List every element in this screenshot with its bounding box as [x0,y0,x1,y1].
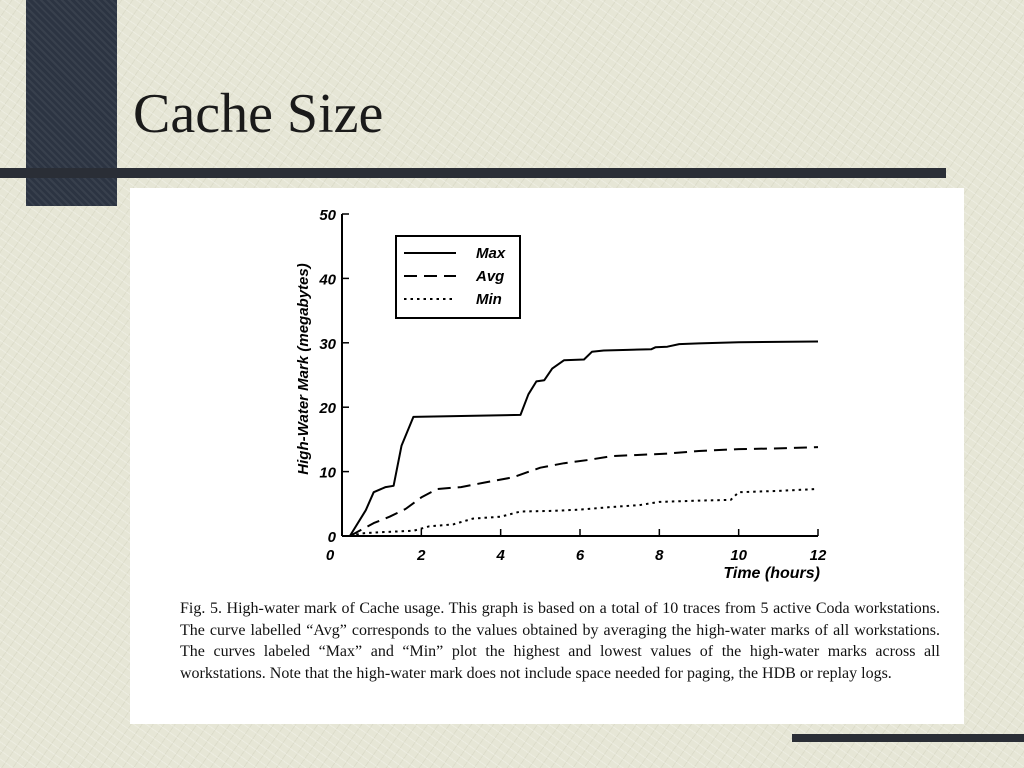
title-divider-rule [0,168,946,178]
series-line-max [350,342,818,537]
y-tick-label: 10 [319,464,336,482]
y-tick-label: 0 [327,529,336,546]
y-tick-label: 30 [319,335,336,353]
y-tick-label: 40 [319,271,336,289]
slide-title: Cache Size [133,83,384,145]
x-tick-label: 12 [809,547,827,564]
figure-card [130,188,964,724]
figure-caption: Fig. 5. High-water mark of Cache usage. This graph is based on a total of 10 traces from 5 active Coda workstations. The curve labelled “Avg” corresponds to the values obtained by averaging the high-water marks of all workstations. The curves labeled “Max” and “Min” plot the highest and lowest values of the high-water marks across all workstations. Note that the high-water mark does not include space needed for paging, the HDB or replay logs. [180,600,940,682]
y-tick-label: 20 [319,400,336,418]
x-tick-label: 2 [417,547,426,564]
cache-size-chart [130,188,964,588]
legend-label-min: Min [476,291,502,308]
series-line-min [350,489,818,536]
x-axis-label: Time (hours) [723,565,820,582]
footer-rule [792,734,1024,742]
x-tick-label: 8 [655,547,664,564]
x-tick-label: 6 [575,547,585,564]
x-tick-label: 4 [496,547,505,564]
legend-label-avg: Avg [476,268,505,285]
x-tick-label: 0 [325,547,335,564]
legend-label-max: Max [476,245,506,262]
x-tick-label: 10 [730,547,748,564]
y-tick-label: 50 [319,207,336,224]
y-axis-label: High-Water Mark (megabytes) [295,263,312,475]
